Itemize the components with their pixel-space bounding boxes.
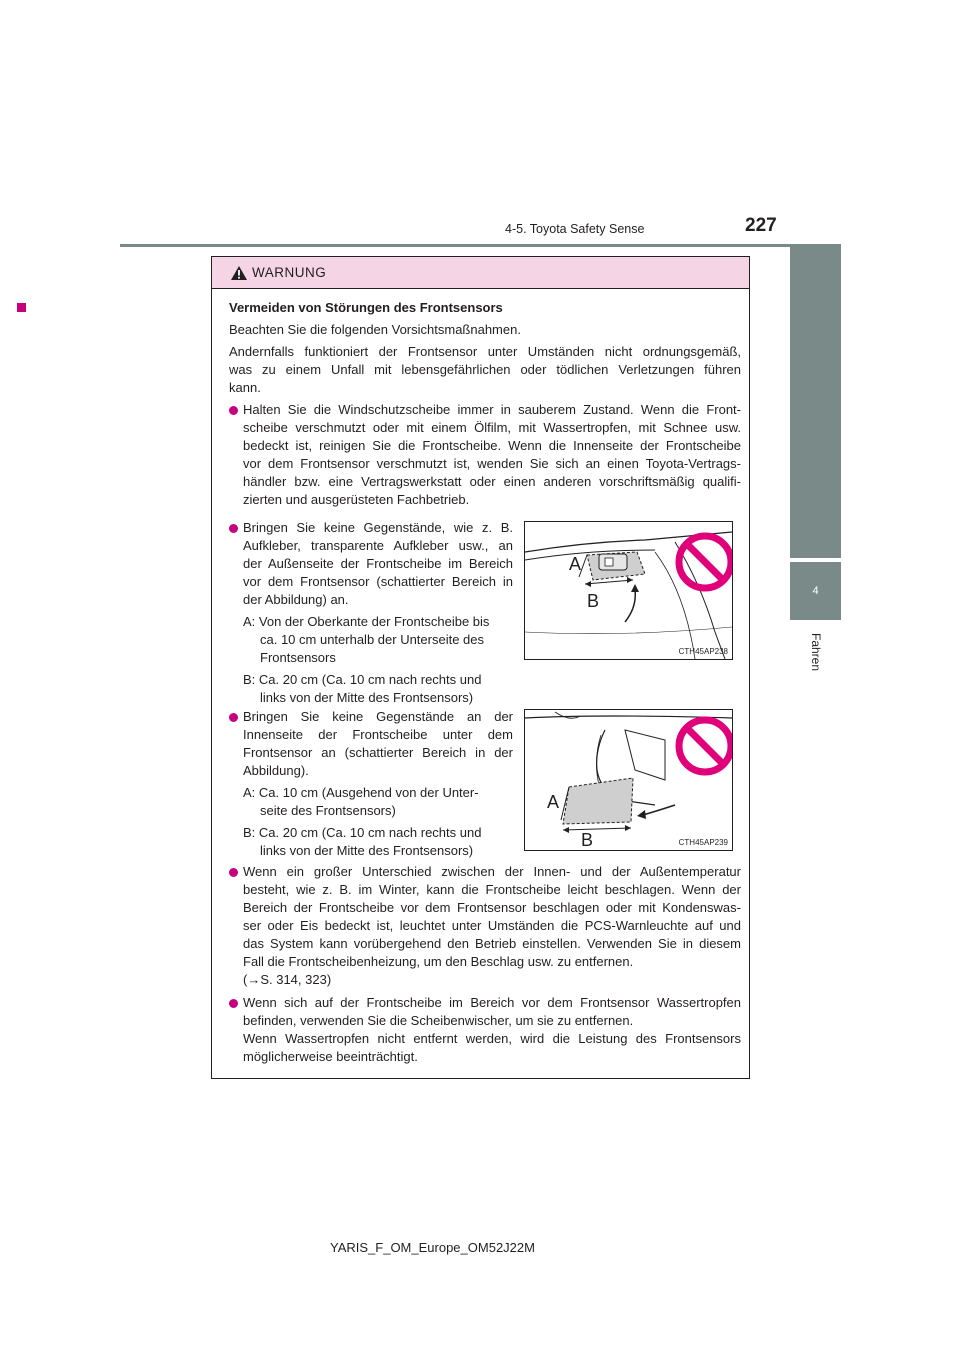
section-title: 4-5. Toyota Safety Sense: [505, 222, 645, 236]
chapter-number-tab: 4: [790, 562, 841, 620]
bullet1-line: Halten Sie die Windschutzscheibe immer in sauberem Zustand. Wenn die Front-: [243, 402, 741, 417]
chapter-label: Fahren: [809, 632, 823, 672]
figure2-label-b: B: [581, 830, 594, 850]
bullet4-line: Wenn ein großer Unterschied zwischen der Innen- und der Außentemperatur: [243, 864, 741, 879]
warning-title: WARNUNG: [252, 265, 327, 280]
intro-text-2-line: was zu einem Unfall mit lebensgefährlichen oder tödlichen Verletzungen führen: [229, 362, 741, 377]
section-square-bullet: [17, 303, 26, 312]
warning-triangle-icon: [230, 265, 248, 281]
list-bullet: [229, 406, 238, 415]
bullet5-line: möglicherweise beeinträchtigt.: [243, 1049, 418, 1064]
bullet1-line: bedeckt ist, reinigen Sie die Frontscheibe. Wenn die Innenseite der Frontscheibe: [243, 438, 741, 453]
figure1-code: CTH45AP238: [678, 647, 728, 656]
bullet4-line: das System kann vorübergehend den Betrieb einstellen. Verwenden Sie in diesem: [243, 936, 741, 951]
bullet3-line: Abbildung).: [243, 763, 309, 778]
list-bullet: [229, 713, 238, 722]
bullet3-line: Frontsensor an (schattierter Bereich in der: [243, 745, 513, 760]
bullet1-line: händler bzw. eine Vertragswerkstatt oder einen anderen vorschriftsmäßig qualifi-: [243, 474, 741, 489]
intro-text-2-line: kann.: [229, 380, 261, 395]
bullet4-line: ser oder Eis bedeckt ist, leuchtet unter Umständen die PCS-Warnleuchte auf und: [243, 918, 741, 933]
bullet2-item-b: B: Ca. 20 cm (Ca. 10 cm nach rechts und: [243, 672, 482, 687]
bullet2-item-a-cont: Frontsensors: [260, 650, 336, 665]
bullet1-line: vor dem Frontsensor verschmutzt ist, wenden Sie sich an einen Toyota-Vertrags-: [243, 456, 741, 471]
bullet5-line: befinden, verwenden Sie die Scheibenwischer, um sie zu entfernen.: [243, 1013, 634, 1028]
bullet3-line: Innenseite der Frontscheibe unter dem: [243, 727, 513, 742]
page-number: 227: [745, 215, 777, 236]
bullet3-item-a: A: Ca. 10 cm (Ausgehend von der Unter-: [243, 785, 479, 800]
bullet4-line: Fall die Frontscheibenheizung, um den Beschlag usw. zu entfernen.: [243, 954, 634, 969]
intro-text-1: Beachten Sie die folgenden Vorsichtsmaßnahmen.: [229, 322, 521, 337]
bullet3-line: Bringen Sie keine Gegenstände an der: [243, 709, 513, 724]
bullet2-line: Aufkleber, transparente Aufkleber usw., an: [243, 538, 513, 553]
inner-windshield-illustration: [525, 710, 732, 850]
bullet2-item-b-cont: links von der Mitte des Frontsensors): [260, 690, 474, 705]
bullet2-line: der Abbildung) an.: [243, 592, 349, 607]
bullet3-item-b-cont: links von der Mitte des Frontsensors): [260, 843, 474, 858]
side-tab-bar: [790, 247, 841, 558]
outer-windshield-illustration: [525, 522, 732, 659]
list-bullet: [229, 524, 238, 533]
figure-inner-windshield: [524, 709, 733, 851]
bullet3-item-a-cont: seite des Frontsensors): [260, 803, 396, 818]
page-reference: (→S. 314, 323): [243, 972, 332, 987]
figure1-label-b: B: [587, 591, 600, 611]
bullet3-item-b: B: Ca. 20 cm (Ca. 10 cm nach rechts und: [243, 825, 482, 840]
bullet2-line: Bringen Sie keine Gegenstände, wie z. B.: [243, 520, 513, 535]
warning-header: [212, 257, 749, 289]
document-id: YARIS_F_OM_Europe_OM52J22M: [330, 1240, 535, 1255]
bullet4-line: Bereich der Frontscheibe vor dem Frontsensor beschlagen oder mit Kondenswas-: [243, 900, 741, 915]
figure1-label-a: A: [569, 554, 582, 574]
bullet2-line: vor dem Frontsensor (schattierter Bereich in: [243, 574, 513, 589]
figure-outer-windshield: [524, 521, 733, 660]
figure2-label-a: A: [547, 792, 560, 812]
bullet1-line: scheibe verschmutzt oder mit einem Ölfilm, mit Wassertropfen, mit Schnee usw.: [243, 420, 741, 435]
bullet5-line: Wenn Wassertropfen nicht entfernt werden, wird die Leistung des Frontsensors: [243, 1031, 741, 1046]
bullet1-line: zierten und ausgerüsteten Fachbetrieb.: [243, 492, 470, 507]
list-bullet: [229, 868, 238, 877]
bullet2-item-a-cont: ca. 10 cm unterhalb der Unterseite des: [260, 632, 485, 647]
list-bullet: [229, 999, 238, 1008]
warning-heading: Vermeiden von Störungen des Frontsensors: [229, 300, 503, 315]
bullet2-line: der Außenseite der Frontscheibe im Bereich: [243, 556, 513, 571]
figure2-code: CTH45AP239: [678, 838, 728, 847]
intro-text-2-line: Andernfalls funktioniert der Frontsensor unter Umständen nicht ordnungsgemäß,: [229, 344, 741, 359]
bullet5-line: Wenn sich auf der Frontscheibe im Bereich vor dem Frontsensor Wassertropfen: [243, 995, 741, 1010]
bullet4-line: besteht, wie z. B. im Winter, kann die Frontscheibe leicht beschlagen. Wenn der: [243, 882, 741, 897]
bullet2-item-a: A: Von der Oberkante der Frontscheibe bis: [243, 614, 490, 629]
header-rule: [120, 244, 841, 247]
